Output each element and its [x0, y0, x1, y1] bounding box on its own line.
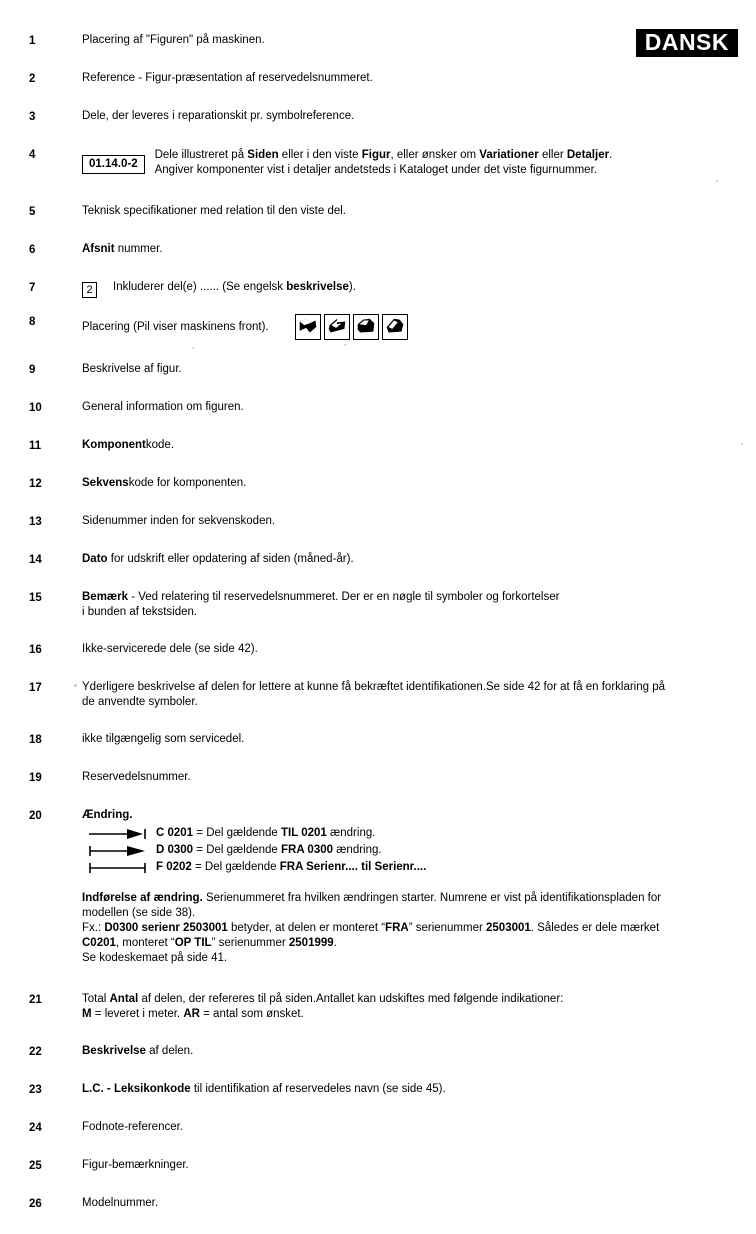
- legend-item-text: Reservedelsnummer.: [82, 771, 191, 783]
- legend-item-number: 23: [29, 1084, 42, 1096]
- legend-item-13: [0, 514, 756, 530]
- bar-to-bar-icon: [82, 862, 156, 874]
- legend-item-number: 4: [29, 149, 36, 161]
- text-fragment-bold: C0201: [82, 937, 116, 949]
- text-fragment: ændring.: [333, 844, 382, 856]
- change-legend-text: [156, 860, 426, 875]
- legend-item-text: Beskrivelse af figur.: [82, 363, 182, 375]
- text-fragment-bold: D0300 serienr 2503001: [104, 922, 228, 934]
- text-fragment: = Del gældende: [191, 861, 280, 873]
- legend-item-text: Placering af "Figuren" på maskinen.: [82, 34, 265, 46]
- text-fragment-bold: AR: [183, 1008, 200, 1020]
- legend-item-number: 3: [29, 111, 36, 123]
- legend-item-17: [0, 680, 756, 710]
- text-fragment-bold: 2501999: [288, 937, 334, 949]
- text-fragment-bold: FRA 0300: [281, 844, 334, 856]
- legend-item-text: Sidenummer inden for sekvenskoden.: [82, 515, 276, 527]
- text-fragment-bold: FRA: [385, 922, 409, 934]
- legend-item-text: [82, 590, 756, 620]
- legend-item-number: 2: [29, 73, 36, 85]
- text-fragment: = Del gældende: [193, 827, 282, 839]
- legend-item-24: [0, 1120, 756, 1136]
- legend-item-text: Reference - Figur-præsentation af reservedelsnummeret.: [82, 72, 373, 84]
- legend-item-text: [82, 680, 756, 710]
- text-fragment: Yderligere beskrivelse af delen for lettere at kunne få bekræftet identifikationen.Se side 42 for at få en forklaring på: [82, 681, 666, 693]
- text-fragment: kode for komponenten.: [128, 477, 247, 489]
- change-legend-text: [156, 826, 375, 841]
- text-fragment: eller i den viste: [278, 149, 362, 161]
- legend-item-2: [0, 71, 756, 87]
- legend-item-number: 7: [29, 282, 36, 294]
- text-fragment: Serienummeret fra hvilken ændringen starter. Numrene er vist på identifikationspladen for: [202, 892, 662, 904]
- legend-item-number: 21: [29, 994, 42, 1006]
- legend-item-number: 25: [29, 1160, 42, 1172]
- legend-item-number: 11: [29, 440, 42, 452]
- text-fragment: for udskrift eller opdatering af siden (måned-år).: [107, 553, 354, 565]
- placement-arrow-down-right-icon: [353, 314, 379, 340]
- legend-item-23: [0, 1082, 756, 1098]
- text-fragment: til identifikation af reservedeles navn (se side 45).: [190, 1083, 446, 1095]
- legend-item-number: 13: [29, 516, 42, 528]
- legend-item-18: [0, 732, 756, 748]
- text-fragment: ).: [348, 281, 356, 293]
- text-fragment-bold: Afsnit: [82, 243, 115, 255]
- text-fragment: = antal som ønsket.: [199, 1008, 304, 1020]
- legend-item-text: Figur-bemærkninger.: [82, 1159, 189, 1171]
- language-badge: DANSK: [636, 29, 738, 57]
- legend-item-number: 19: [29, 772, 42, 784]
- change-legend-list: [82, 826, 738, 875]
- legend-item-number: 8: [29, 316, 36, 328]
- text-fragment-bold: Komponent: [82, 439, 146, 451]
- text-fragment: = Del gældende: [193, 844, 282, 856]
- legend-item-text: [82, 242, 756, 257]
- placement-arrow-up-right-icon: [382, 314, 408, 340]
- quantity-box: 2: [82, 282, 97, 298]
- text-fragment: de anvendte symboler.: [82, 696, 198, 708]
- text-fragment-bold: Detaljer: [566, 149, 610, 161]
- change-legend-row: [82, 843, 738, 858]
- legend-item-number: 12: [29, 478, 42, 490]
- placement-arrow-up-left-icon: [324, 314, 350, 340]
- legend-item-text: [82, 476, 756, 491]
- legend-item-21: [0, 992, 756, 1022]
- legend-item-22: [0, 1044, 756, 1060]
- legend-item-number: 17: [29, 682, 42, 694]
- text-fragment-bold: Indførelse af ændring.: [82, 892, 203, 904]
- change-explanation-paragraph: [82, 891, 738, 966]
- text-fragment: = leveret i meter.: [91, 1008, 184, 1020]
- legend-item-body: [82, 808, 756, 966]
- legend-item-text: [155, 147, 613, 178]
- legend-item-number: 18: [29, 734, 42, 746]
- legend-item-text: [82, 1082, 756, 1097]
- legend-item-25: [0, 1158, 756, 1174]
- text-fragment: .: [333, 937, 337, 949]
- text-fragment-bold: FRA Serienr.... til Serienr....: [279, 861, 427, 873]
- legend-item-number: 14: [29, 554, 42, 566]
- legend-item-10: [0, 400, 756, 416]
- legend-item-number: 16: [29, 644, 42, 656]
- legend-item-text: [82, 552, 756, 567]
- legend-item-text: General information om figuren.: [82, 401, 244, 413]
- text-fragment: Inkluderer del(e) ...... (Se engelsk: [113, 281, 287, 293]
- text-fragment-bold: Figur: [361, 149, 391, 161]
- text-fragment: . Således er dele mærket: [530, 922, 660, 934]
- legend-item-15: [0, 590, 756, 620]
- legend-item-number: 1: [29, 35, 36, 47]
- text-fragment-bold: beskrivelse: [286, 281, 349, 293]
- legend-item-text: Modelnummer.: [82, 1197, 159, 1209]
- legend-item-8: [0, 314, 756, 340]
- text-fragment: ” serienummer: [408, 922, 487, 934]
- legend-item-text: [82, 280, 756, 298]
- legend-item-text: Dele, der leveres i reparationskit pr. symbolreference.: [82, 110, 355, 122]
- text-fragment-bold: Antal: [109, 993, 139, 1005]
- change-legend-text: [156, 843, 382, 858]
- change-section-title: Ændring.: [82, 809, 133, 821]
- paragraph-line: [82, 921, 738, 936]
- placement-arrow-down-left-icon: [295, 314, 321, 340]
- legend-item-6: [0, 242, 756, 258]
- paragraph-line: modellen (se side 38).: [82, 907, 196, 919]
- text-fragment: Angiver komponenter vist i detaljer andetsteds i Kataloget under det viste figurnummer.: [154, 164, 597, 176]
- legend-item-1: [0, 33, 756, 49]
- legend-item-7: [0, 280, 756, 298]
- legend-item-body: [82, 147, 756, 178]
- legend-item-number: 24: [29, 1122, 42, 1134]
- legend-item-text: [82, 438, 756, 453]
- text-fragment: , eller ønsker om: [390, 149, 480, 161]
- legend-item-number: 26: [29, 1198, 42, 1210]
- text-fragment: nummer.: [114, 243, 163, 255]
- legend-item-9: [0, 362, 756, 378]
- change-legend-row: [82, 826, 738, 841]
- text-fragment-bold: OP TIL: [174, 937, 212, 949]
- text-fragment-bold: 2503001: [486, 922, 531, 934]
- text-fragment-bold: M: [82, 1008, 92, 1020]
- bar-to-arrow-icon: [82, 845, 156, 857]
- legend-item-text: Placering (Pil viser maskinens front).: [82, 320, 269, 333]
- text-fragment: Dele illustreret på: [154, 149, 248, 161]
- text-fragment: ” serienummer: [211, 937, 289, 949]
- text-fragment: Total: [82, 993, 110, 1005]
- legend-item-19: [0, 770, 756, 786]
- change-legend-row: [82, 860, 738, 875]
- text-fragment: .: [609, 149, 613, 161]
- legend-item-5: [0, 204, 756, 220]
- text-fragment-bold: Dato: [82, 553, 108, 565]
- legend-item-text: Fodnote-referencer.: [82, 1121, 184, 1133]
- text-fragment-bold: Beskrivelse: [82, 1045, 146, 1057]
- text-fragment: kode.: [145, 439, 175, 451]
- text-fragment-bold: Variationer: [479, 149, 539, 161]
- legend-item-number: 10: [29, 402, 42, 414]
- text-fragment: Fx.:: [82, 922, 105, 934]
- legend-item-text: Teknisk specifikationer med relation til den viste del.: [82, 205, 346, 217]
- legend-item-16: [0, 642, 756, 658]
- legend-item-20: [0, 808, 756, 966]
- legend-item-14: [0, 552, 756, 568]
- legend-item-text: [82, 992, 756, 1022]
- placement-icon-strip: [295, 314, 408, 340]
- legend-item-text: ikke tilgængelig som servicedel.: [82, 733, 245, 745]
- change-code: F 0202: [156, 861, 192, 873]
- legend-item-26: [0, 1196, 756, 1212]
- legend-item-3: [0, 109, 756, 125]
- change-code: C 0201: [156, 827, 194, 839]
- text-fragment: - Ved relatering til reservedelsnummeret. Der er en nøgle til symboler og forkortelser: [128, 591, 560, 603]
- legend-item-text: [82, 1044, 756, 1059]
- text-fragment-bold: Sekvens: [82, 477, 129, 489]
- figure-number-box: 01.14.0-2: [82, 155, 145, 174]
- text-fragment-bold: L.C. - Leksikonkode: [82, 1083, 191, 1095]
- legend-list: [0, 33, 756, 1234]
- text-fragment: i bunden af tekstsiden.: [82, 606, 198, 618]
- text-fragment: , monteret “: [115, 937, 175, 949]
- paragraph-line: [82, 936, 738, 951]
- legend-item-number: 20: [29, 810, 42, 822]
- legend-item-4: [0, 147, 756, 178]
- change-code: D 0300: [156, 844, 194, 856]
- legend-item-number: 9: [29, 364, 36, 376]
- text-fragment: eller: [538, 149, 567, 161]
- text-fragment: ændring.: [326, 827, 376, 839]
- arrow-to-bar-icon: [82, 828, 156, 840]
- text-fragment-bold: TIL 0201: [281, 827, 327, 839]
- text-fragment: af delen, der refereres til på siden.Antallet kan udskiftes med følgende indikationer:: [138, 993, 564, 1005]
- paragraph-line: Se kodeskemaet på side 41.: [82, 952, 228, 964]
- text-fragment: af delen.: [145, 1045, 194, 1057]
- legend-item-11: [0, 438, 756, 454]
- legend-item-number: 6: [29, 244, 36, 256]
- legend-item-12: [0, 476, 756, 492]
- paragraph-line: [82, 891, 738, 906]
- legend-item-number: 15: [29, 592, 42, 604]
- legend-item-number: 5: [29, 206, 36, 218]
- text-fragment: betyder, at delen er monteret “: [227, 922, 386, 934]
- legend-item-text: Ikke-servicerede dele (se side 42).: [82, 643, 258, 655]
- text-fragment-bold: Siden: [247, 149, 279, 161]
- legend-item-number: 22: [29, 1046, 42, 1058]
- legend-item-body: [82, 314, 756, 340]
- text-fragment-bold: Bemærk: [82, 591, 129, 603]
